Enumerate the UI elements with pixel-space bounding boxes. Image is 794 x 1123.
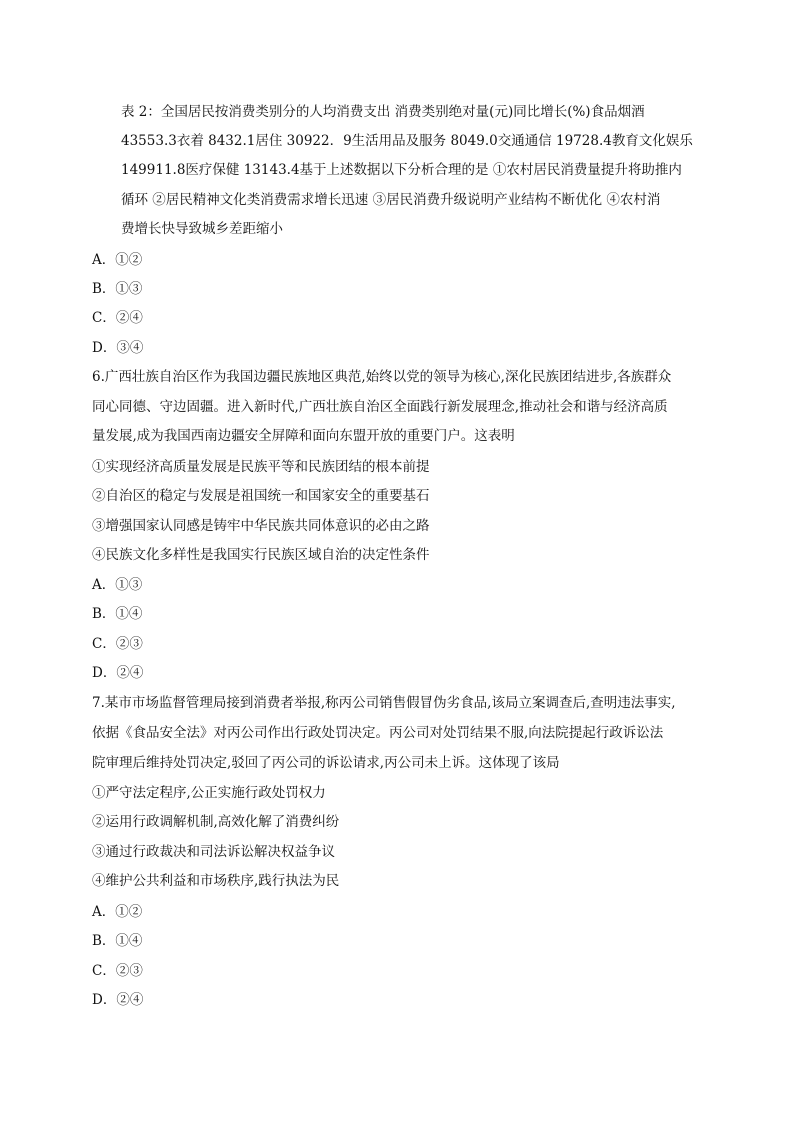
q6-option-a: A．①③ bbox=[92, 577, 143, 593]
q6-statement: ②自治区的稳定与发展是祖国统一和国家安全的重要基石 bbox=[92, 488, 430, 504]
q7-stem-line: 7.某市市场监督管理局接到消费者举报,称丙公司销售假冒伪劣食品,该局立案调查后,查明违法事实, bbox=[92, 695, 676, 711]
q7-option-b: B．①④ bbox=[92, 933, 143, 949]
q6-stem-line: 量发展,成为我国西南边疆安全屏障和面向东盟开放的重要门户。这表明 bbox=[92, 428, 515, 444]
q7-statement: ④维护公共利益和市场秩序,践行执法为民 bbox=[92, 873, 340, 889]
q5-stem-line: 循环 ②居民精神文化类消费需求增长迅速 ③居民消费升级说明产业结构不断优化 ④农村消 bbox=[121, 192, 661, 208]
q5-option-b: B．①③ bbox=[92, 281, 143, 297]
q7-statement: ②运用行政调解机制,高效化解了消费纠纷 bbox=[92, 814, 340, 830]
q5-option-c: C．②④ bbox=[92, 310, 143, 326]
q6-stem-line: 同心同德、守边固疆。进入新时代,广西壮族自治区全面践行新发展理念,推动社会和谐与经济高质 bbox=[92, 399, 668, 415]
q6-statement: ④民族文化多样性是我国实行民族区域自治的决定性条件 bbox=[92, 547, 430, 563]
q6-statement: ③增强国家认同感是铸牢中华民族共同体意识的必由之路 bbox=[92, 518, 430, 534]
q5-stem-line: 43553.3衣着 8432.1居住 30922．9生活用品及服务 8049.0交通通信 19728.4教育文化娱乐 bbox=[121, 133, 693, 149]
q6-option-c: C．②③ bbox=[92, 636, 143, 652]
q6-statement: ①实现经济高质量发展是民族平等和民族团结的根本前提 bbox=[92, 459, 430, 475]
q5-option-a: A．①② bbox=[92, 252, 143, 268]
q6-stem-line: 6.广西壮族自治区作为我国边疆民族地区典范,始终以党的领导为核心,深化民族团结进步,各族群众 bbox=[92, 369, 672, 385]
q5-option-d: D．③④ bbox=[92, 340, 144, 356]
q7-statement: ③通过行政裁决和司法诉讼解决权益争议 bbox=[92, 844, 335, 860]
q5-stem-line: 费增长快导致城乡差距缩小 bbox=[121, 221, 283, 237]
q5-stem-line: 表 2：全国居民按消费类别分的人均消费支出 消费类别绝对量(元)同比增长(%)食品烟酒 bbox=[121, 104, 645, 120]
q6-option-d: D．②④ bbox=[92, 665, 144, 681]
q5-stem-line: 149911.8医疗保健 13143.4基于上述数据以下分析合理的是 ①农村居民消费量提升将助推内 bbox=[121, 162, 682, 178]
q7-option-a: A．①② bbox=[92, 904, 143, 920]
q7-stem-line: 院审理后维持处罚决定,驳回了丙公司的诉讼请求,丙公司未上诉。这体现了该局 bbox=[92, 755, 560, 771]
q7-option-c: C．②③ bbox=[92, 963, 143, 979]
q7-statement: ①严守法定程序,公正实施行政处罚权力 bbox=[92, 785, 326, 801]
q7-stem-line: 依据《食品安全法》对丙公司作出行政处罚决定。丙公司对处罚结果不服,向法院提起行政诉讼法 bbox=[92, 725, 664, 741]
q6-option-b: B．①④ bbox=[92, 606, 143, 622]
q7-option-d: D．②④ bbox=[92, 992, 144, 1008]
